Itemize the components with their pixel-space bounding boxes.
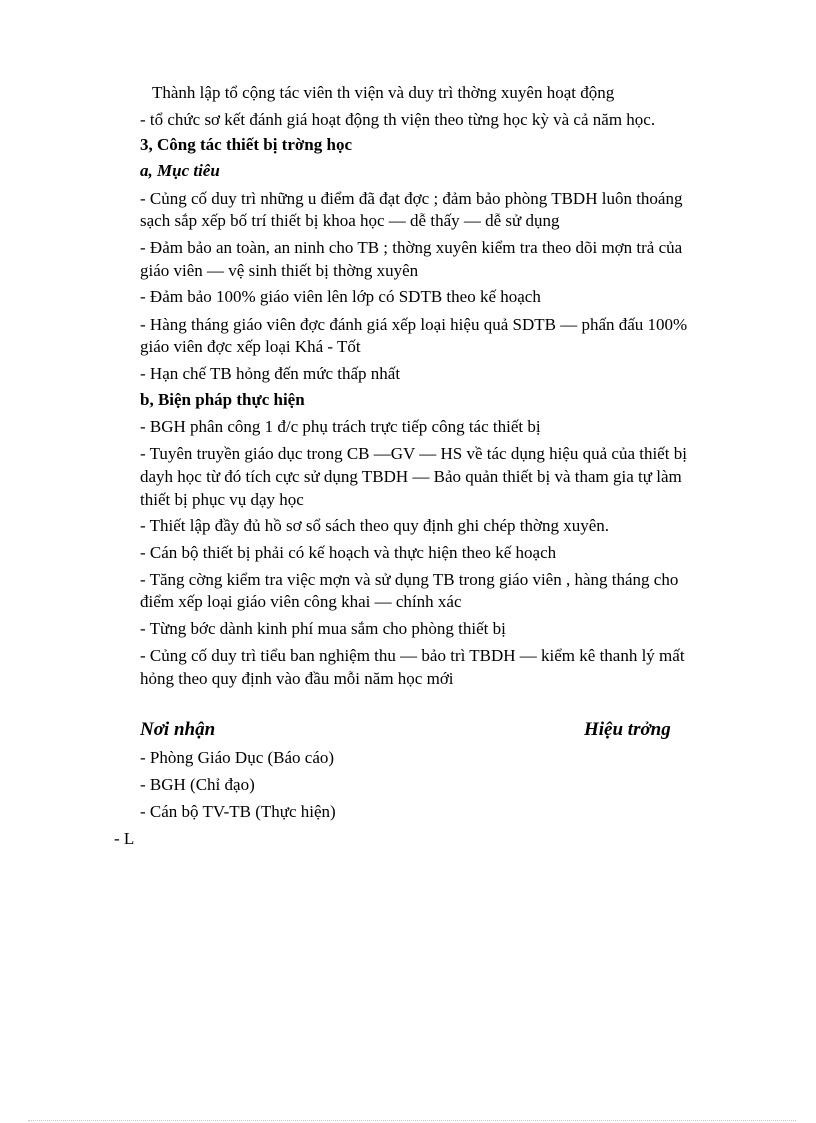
recipient-item: - Cán bộ TV-TB (Thực hiện) xyxy=(140,802,336,821)
paragraph-line: - Hàng tháng giáo viên đợc đánh giá xếp loại hiệu quả SDTB — phấn đấu 100% xyxy=(140,315,688,334)
subsection-heading: b, Biện pháp thực hiện xyxy=(140,390,305,409)
paragraph-line: - Cán bộ thiết bị phải có kế hoạch và thực hiện theo kế hoạch xyxy=(140,543,557,562)
paragraph-line: - Đảm bảo an toàn, an ninh cho TB ; thờng xuyên kiểm tra theo dõi mợn trả của xyxy=(140,238,683,257)
paragraph-line: giáo viên — vệ sinh thiết bị thờng xuyên xyxy=(140,261,419,280)
paragraph-line: - Tuyên truyền giáo dục trong CB —GV — HS về tác dụng hiệu quả của thiết bị xyxy=(140,444,687,463)
paragraph-line: hỏng theo quy định vào đầu mỗi năm học mới xyxy=(140,669,454,688)
trailing-text: - L xyxy=(114,829,135,848)
recipients-title: Nơi nhận xyxy=(140,719,216,740)
paragraph-line: Thành lập tổ cộng tác viên th viện và duy trì thờng xuyên hoạt động xyxy=(152,83,615,102)
recipient-item: - BGH (Chỉ đạo) xyxy=(140,775,255,794)
subsection-heading: a, Mục tiêu xyxy=(140,161,220,180)
section-heading: 3, Công tác thiết bị trờng học xyxy=(140,135,352,154)
paragraph-line: điểm xếp loại giáo viên công khai — chính xác xyxy=(140,592,462,611)
paragraph-line: sạch sắp xếp bố trí thiết bị khoa học — dễ thấy — dễ sử dụng xyxy=(140,211,560,230)
paragraph-line: - Củng cố duy trì tiểu ban nghiệm thu — bảo trì TBDH — kiểm kê thanh lý mất xyxy=(140,646,685,665)
paragraph-line: thiết bị phục vụ dạy học xyxy=(140,490,304,509)
paragraph-line: giáo viên đợc xếp loại Khá - Tốt xyxy=(140,337,361,356)
page-bottom-divider xyxy=(28,1120,796,1121)
paragraph-line: - Tăng cờng kiểm tra việc mợn và sử dụng TB trong giáo viên , hàng tháng cho xyxy=(140,570,679,589)
paragraph-line: - tổ chức sơ kết đánh giá hoạt động th viện theo từng học kỳ và cả năm học. xyxy=(140,110,656,129)
paragraph-line: dayh học từ đó tích cực sử dụng TBDH — Bảo quản thiết bị và tham gia tự làm xyxy=(140,467,682,486)
principal-title: Hiệu trởng xyxy=(584,719,671,740)
paragraph-line: - Hạn chế TB hỏng đến mức thấp nhất xyxy=(140,364,401,383)
paragraph-line: - Từng bớc dành kinh phí mua sắm cho phòng thiết bị xyxy=(140,619,506,638)
paragraph-line: - Đảm bảo 100% giáo viên lên lớp có SDTB theo kế hoạch xyxy=(140,287,541,306)
recipient-item: - Phòng Giáo Dục (Báo cáo) xyxy=(140,748,335,767)
paragraph-line: - Củng cố duy trì những u điểm đã đạt đợc ; đảm bảo phòng TBDH luôn thoáng xyxy=(140,189,683,208)
paragraph-line: - Thiết lập đầy đủ hồ sơ sổ sách theo quy định ghi chép thờng xuyên. xyxy=(140,516,610,535)
paragraph-line: - BGH phân công 1 đ/c phụ trách trực tiếp công tác thiết bị xyxy=(140,417,541,436)
